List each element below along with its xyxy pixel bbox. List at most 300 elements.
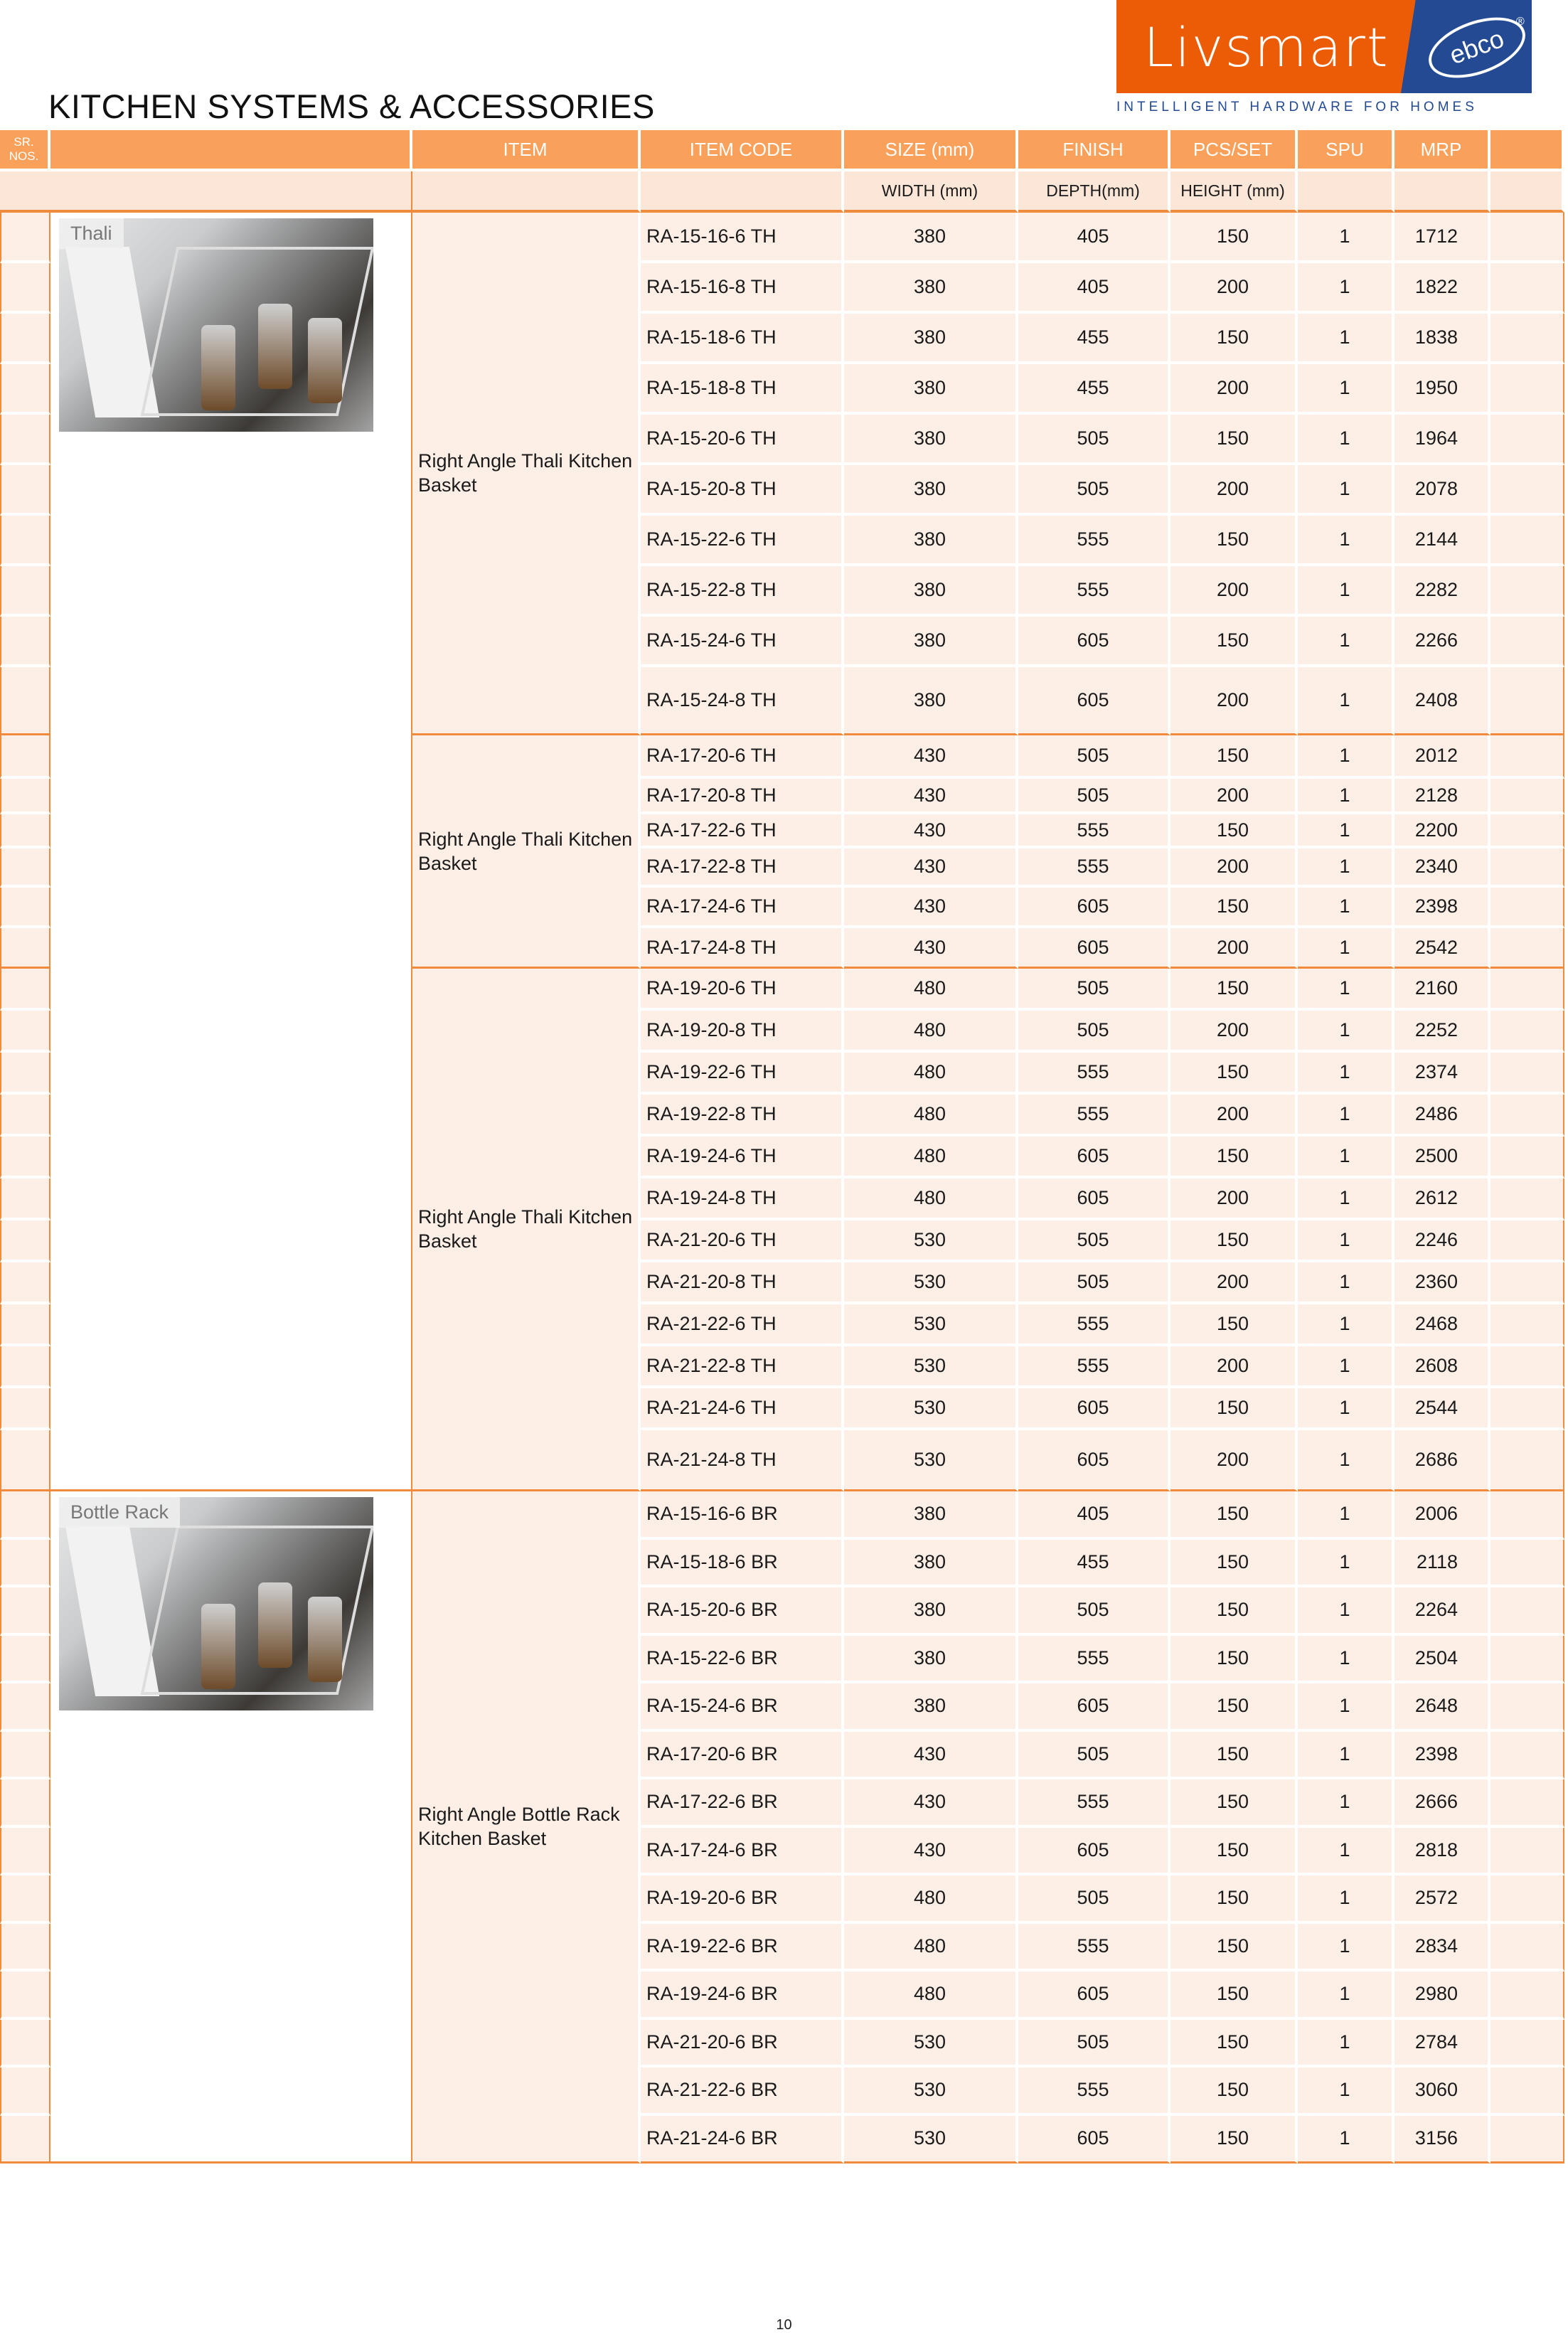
width-cell: 480 [844, 1875, 1018, 1924]
item-code-cell: RA-15-20-6 TH [641, 415, 844, 465]
width-cell: 530 [844, 2116, 1018, 2164]
depth-cell: 455 [1018, 1540, 1170, 1588]
width-cell: 380 [844, 263, 1018, 314]
height-cell: 150 [1170, 1137, 1298, 1178]
height-cell: 150 [1170, 1828, 1298, 1876]
page-number: 10 [776, 2317, 792, 2333]
item-code-cell: RA-21-24-6 TH [641, 1388, 844, 1430]
width-cell: 430 [844, 1828, 1018, 1876]
item-code-cell: RA-17-22-6 BR [641, 1779, 844, 1828]
mrp-cell: 2648 [1394, 1683, 1490, 1732]
depth-cell: 605 [1018, 1388, 1170, 1430]
width-cell: 380 [844, 314, 1018, 364]
depth-cell: 555 [1018, 1095, 1170, 1137]
blank-cell [1490, 566, 1564, 617]
mrp-cell: 2834 [1394, 1924, 1490, 1972]
height-cell: 200 [1170, 779, 1298, 814]
item-code-cell: RA-17-20-8 TH [641, 779, 844, 814]
item-code-cell: RA-15-16-6 TH [641, 213, 844, 263]
height-cell: 150 [1170, 735, 1298, 779]
mrp-cell: 2398 [1394, 888, 1490, 928]
jar [201, 325, 235, 410]
spu-cell: 1 [1298, 1587, 1394, 1636]
width-cell: 530 [844, 1346, 1018, 1388]
height-cell: 150 [1170, 415, 1298, 465]
sr-no-cell [0, 1491, 50, 1540]
spu-cell: 1 [1298, 1540, 1394, 1588]
height-cell: 200 [1170, 566, 1298, 617]
item-code-cell: RA-17-24-8 TH [641, 928, 844, 969]
depth-cell: 505 [1018, 415, 1170, 465]
blank-cell [1490, 1971, 1564, 2020]
sr-no-cell [0, 2020, 50, 2068]
spu-cell: 1 [1298, 364, 1394, 415]
item-code-cell: RA-19-20-8 TH [641, 1011, 844, 1053]
sr-no-cell [0, 2116, 50, 2164]
blank-cell [1490, 1828, 1564, 1876]
height-cell: 150 [1170, 2020, 1298, 2068]
item-code-cell: RA-19-22-8 TH [641, 1095, 844, 1137]
depth-cell: 405 [1018, 1491, 1170, 1540]
spu-cell: 1 [1298, 566, 1394, 617]
spu-cell: 1 [1298, 1011, 1394, 1053]
blank-cell [1490, 735, 1564, 779]
blank-cell [1490, 1924, 1564, 1972]
item-name-cell: Right Angle Bottle Rack Kitchen Basket [412, 1491, 641, 2164]
width-cell: 380 [844, 364, 1018, 415]
mrp-cell: 2468 [1394, 1304, 1490, 1346]
livsmart-ebco-logo [1116, 0, 1532, 93]
height-cell: 150 [1170, 1971, 1298, 2020]
width-cell: 430 [844, 848, 1018, 888]
height-cell: 150 [1170, 1683, 1298, 1732]
blank-cell [1490, 969, 1564, 1011]
mrp-cell: 2374 [1394, 1053, 1490, 1095]
spu-cell: 1 [1298, 415, 1394, 465]
depth-cell: 505 [1018, 779, 1170, 814]
subheader-blank [1298, 171, 1394, 213]
mrp-cell: 2608 [1394, 1346, 1490, 1388]
spu-cell: 1 [1298, 928, 1394, 969]
blank-cell [1490, 1875, 1564, 1924]
sr-no-cell [0, 1346, 50, 1388]
blank-cell [1490, 1587, 1564, 1636]
height-cell: 150 [1170, 1875, 1298, 1924]
item-code-cell: RA-19-22-6 TH [641, 1053, 844, 1095]
blank-cell [1490, 848, 1564, 888]
item-code-cell: RA-15-18-8 TH [641, 364, 844, 415]
width-cell: 430 [844, 888, 1018, 928]
item-code-cell: RA-19-20-6 TH [641, 969, 844, 1011]
item-name-cell: Right Angle Thali Kitchen Basket [412, 213, 641, 735]
subheader-blank [641, 171, 844, 213]
item-code-cell: RA-19-24-8 TH [641, 1178, 844, 1220]
sr-no-cell [0, 779, 50, 814]
spu-cell: 1 [1298, 1178, 1394, 1220]
depth-cell: 505 [1018, 969, 1170, 1011]
header-size: SIZE (mm) [844, 130, 1018, 171]
height-cell: 150 [1170, 814, 1298, 848]
mrp-cell: 2160 [1394, 969, 1490, 1011]
item-code-cell: RA-15-24-8 TH [641, 667, 844, 735]
spu-cell: 1 [1298, 1875, 1394, 1924]
height-cell: 150 [1170, 213, 1298, 263]
mrp-cell: 2408 [1394, 667, 1490, 735]
spu-cell: 1 [1298, 1828, 1394, 1876]
width-cell: 480 [844, 1137, 1018, 1178]
height-cell: 150 [1170, 1779, 1298, 1828]
depth-cell: 505 [1018, 465, 1170, 516]
mrp-cell: 2128 [1394, 779, 1490, 814]
depth-cell: 605 [1018, 667, 1170, 735]
depth-cell: 605 [1018, 1971, 1170, 2020]
sr-no-cell [0, 516, 50, 566]
depth-cell: 555 [1018, 1346, 1170, 1388]
blank-cell [1490, 1220, 1564, 1262]
jar [308, 318, 342, 403]
height-cell: 200 [1170, 1178, 1298, 1220]
jar [201, 1604, 235, 1689]
item-code-cell: RA-19-22-6 BR [641, 1924, 844, 1972]
blank-cell [1490, 814, 1564, 848]
item-code-cell: RA-21-22-6 TH [641, 1304, 844, 1346]
depth-cell: 455 [1018, 314, 1170, 364]
width-cell: 380 [844, 1540, 1018, 1588]
mrp-cell: 2360 [1394, 1262, 1490, 1304]
product-image-cell [50, 213, 412, 1491]
mrp-cell: 2500 [1394, 1137, 1490, 1178]
item-code-cell: RA-19-24-6 BR [641, 1971, 844, 2020]
height-cell: 200 [1170, 1262, 1298, 1304]
width-cell: 480 [844, 1095, 1018, 1137]
item-code-cell: RA-21-22-8 TH [641, 1346, 844, 1388]
height-cell: 150 [1170, 314, 1298, 364]
item-code-cell: RA-15-22-6 TH [641, 516, 844, 566]
header-item-code: ITEM CODE [641, 130, 844, 171]
height-cell: 200 [1170, 364, 1298, 415]
depth-cell: 605 [1018, 1178, 1170, 1220]
registered-icon: ® [1516, 16, 1525, 28]
header-mrp: MRP [1394, 130, 1490, 171]
width-cell: 380 [844, 1636, 1018, 1684]
width-cell: 530 [844, 1388, 1018, 1430]
mrp-cell: 2118 [1394, 1540, 1490, 1588]
blank-cell [1490, 888, 1564, 928]
sr-no-cell [0, 814, 50, 848]
sr-no-cell [0, 969, 50, 1011]
width-cell: 380 [844, 415, 1018, 465]
item-code-cell: RA-17-24-6 TH [641, 888, 844, 928]
blank-cell [1490, 263, 1564, 314]
spu-cell: 1 [1298, 1636, 1394, 1684]
mrp-cell: 2544 [1394, 1388, 1490, 1430]
mrp-cell: 2572 [1394, 1875, 1490, 1924]
header-finish: FINISH [1018, 130, 1170, 171]
mrp-cell: 1712 [1394, 213, 1490, 263]
height-cell: 200 [1170, 1430, 1298, 1491]
subheader-blank [412, 171, 641, 213]
spu-cell: 1 [1298, 314, 1394, 364]
item-code-cell: RA-17-22-6 TH [641, 814, 844, 848]
item-code-cell: RA-15-20-6 BR [641, 1587, 844, 1636]
jar [258, 304, 292, 389]
spu-cell: 1 [1298, 1779, 1394, 1828]
item-name-cell: Right Angle Thali Kitchen Basket [412, 735, 641, 969]
sr-no-cell [0, 1053, 50, 1095]
sr-no-cell [0, 1683, 50, 1732]
item-code-cell: RA-15-22-8 TH [641, 566, 844, 617]
product-image-cell [50, 1491, 412, 2164]
mrp-cell: 2784 [1394, 2020, 1490, 2068]
sr-no-cell [0, 1262, 50, 1304]
logo-ebco-mark: ebco [1421, 6, 1532, 90]
sr-no-cell [0, 415, 50, 465]
height-cell: 150 [1170, 516, 1298, 566]
sr-no-cell [0, 1220, 50, 1262]
spu-cell: 1 [1298, 779, 1394, 814]
spu-cell: 1 [1298, 2020, 1394, 2068]
jar [308, 1597, 342, 1682]
mrp-cell: 2486 [1394, 1095, 1490, 1137]
sr-no-cell [0, 1732, 50, 1780]
depth-cell: 455 [1018, 364, 1170, 415]
item-code-cell: RA-21-20-8 TH [641, 1262, 844, 1304]
width-cell: 480 [844, 1178, 1018, 1220]
blank-cell [1490, 1137, 1564, 1178]
item-code-cell: RA-17-24-6 BR [641, 1828, 844, 1876]
header-image [50, 130, 412, 171]
width-cell: 530 [844, 1304, 1018, 1346]
mrp-cell: 2686 [1394, 1430, 1490, 1491]
width-cell: 480 [844, 1971, 1018, 2020]
spu-cell: 1 [1298, 1491, 1394, 1540]
mrp-cell: 3060 [1394, 2067, 1490, 2116]
height-cell: 200 [1170, 667, 1298, 735]
sr-no-cell [0, 1636, 50, 1684]
depth-cell: 555 [1018, 1304, 1170, 1346]
item-name-cell: Right Angle Thali Kitchen Basket [412, 969, 641, 1491]
blank-cell [1490, 1683, 1564, 1732]
width-cell: 530 [844, 2020, 1018, 2068]
mrp-cell: 1964 [1394, 415, 1490, 465]
item-code-cell: RA-15-20-8 TH [641, 465, 844, 516]
mrp-cell: 2144 [1394, 516, 1490, 566]
spu-cell: 1 [1298, 465, 1394, 516]
depth-cell: 505 [1018, 1011, 1170, 1053]
height-cell: 150 [1170, 969, 1298, 1011]
sr-no-cell [0, 928, 50, 969]
spu-cell: 1 [1298, 2116, 1394, 2164]
mrp-cell: 2542 [1394, 928, 1490, 969]
spu-cell: 1 [1298, 1220, 1394, 1262]
header-pcs-set: PCS/SET [1170, 130, 1298, 171]
sr-no-cell [0, 1971, 50, 2020]
height-cell: 200 [1170, 848, 1298, 888]
depth-cell: 505 [1018, 1875, 1170, 1924]
depth-cell: 555 [1018, 848, 1170, 888]
height-cell: 200 [1170, 1346, 1298, 1388]
sr-no-cell [0, 1540, 50, 1588]
spu-cell: 1 [1298, 1095, 1394, 1137]
blank-cell [1490, 213, 1564, 263]
item-code-cell: RA-21-20-6 TH [641, 1220, 844, 1262]
price-table [0, 130, 1564, 2164]
item-code-cell: RA-17-22-8 TH [641, 848, 844, 888]
depth-cell: 605 [1018, 1828, 1170, 1876]
blank-cell [1490, 779, 1564, 814]
height-cell: 150 [1170, 1304, 1298, 1346]
logo-brand: Livsmart [1143, 16, 1390, 79]
depth-cell: 605 [1018, 1137, 1170, 1178]
mrp-cell: 2612 [1394, 1178, 1490, 1220]
width-cell: 380 [844, 516, 1018, 566]
height-cell: 150 [1170, 1053, 1298, 1095]
spu-cell: 1 [1298, 2067, 1394, 2116]
mrp-cell: 2012 [1394, 735, 1490, 779]
depth-cell: 555 [1018, 2067, 1170, 2116]
spu-cell: 1 [1298, 814, 1394, 848]
item-code-cell: RA-15-18-6 TH [641, 314, 844, 364]
thali-basket-photo [59, 218, 373, 432]
blank-cell [1490, 1540, 1564, 1588]
mrp-cell: 2200 [1394, 814, 1490, 848]
height-cell: 150 [1170, 888, 1298, 928]
sr-no-cell [0, 1304, 50, 1346]
mrp-cell: 2006 [1394, 1491, 1490, 1540]
item-code-cell: RA-21-20-6 BR [641, 2020, 844, 2068]
item-code-cell: RA-19-20-6 BR [641, 1875, 844, 1924]
subheader-height: HEIGHT (mm) [1170, 171, 1298, 213]
sr-no-cell [0, 1875, 50, 1924]
blank-cell [1490, 1491, 1564, 1540]
sr-no-cell [0, 617, 50, 667]
item-code-cell: RA-17-20-6 BR [641, 1732, 844, 1780]
height-cell: 150 [1170, 2116, 1298, 2164]
spu-cell: 1 [1298, 1346, 1394, 1388]
sr-no-cell [0, 1095, 50, 1137]
item-code-cell: RA-21-24-8 TH [641, 1430, 844, 1491]
blank-cell [1490, 1053, 1564, 1095]
depth-cell: 605 [1018, 888, 1170, 928]
mrp-cell: 2340 [1394, 848, 1490, 888]
mrp-cell: 2078 [1394, 465, 1490, 516]
width-cell: 480 [844, 969, 1018, 1011]
header-spu: SPU [1298, 130, 1394, 171]
spu-cell: 1 [1298, 1732, 1394, 1780]
sr-no-cell [0, 1828, 50, 1876]
width-cell: 380 [844, 1587, 1018, 1636]
width-cell: 380 [844, 213, 1018, 263]
depth-cell: 555 [1018, 1924, 1170, 1972]
spu-cell: 1 [1298, 969, 1394, 1011]
blank-cell [1490, 1732, 1564, 1780]
spu-cell: 1 [1298, 213, 1394, 263]
spu-cell: 1 [1298, 617, 1394, 667]
item-code-cell: RA-21-22-6 BR [641, 2067, 844, 2116]
blank-cell [1490, 314, 1564, 364]
blank-cell [1490, 1779, 1564, 1828]
depth-cell: 555 [1018, 1779, 1170, 1828]
height-cell: 150 [1170, 1220, 1298, 1262]
blank-cell [1490, 2116, 1564, 2164]
depth-cell: 405 [1018, 213, 1170, 263]
spu-cell: 1 [1298, 1388, 1394, 1430]
mrp-cell: 3156 [1394, 2116, 1490, 2164]
blank-cell [1490, 1430, 1564, 1491]
height-cell: 150 [1170, 1491, 1298, 1540]
height-cell: 200 [1170, 1011, 1298, 1053]
width-cell: 380 [844, 465, 1018, 516]
width-cell: 480 [844, 1011, 1018, 1053]
depth-cell: 555 [1018, 566, 1170, 617]
blank-cell [1490, 928, 1564, 969]
depth-cell: 505 [1018, 1732, 1170, 1780]
item-code-cell: RA-15-22-6 BR [641, 1636, 844, 1684]
sr-no-cell [0, 1924, 50, 1972]
subheader-blank [1394, 171, 1490, 213]
height-cell: 200 [1170, 263, 1298, 314]
width-cell: 430 [844, 735, 1018, 779]
sr-no-cell [0, 1430, 50, 1491]
mrp-cell: 2252 [1394, 1011, 1490, 1053]
subheader-blank [0, 171, 412, 213]
depth-cell: 605 [1018, 1683, 1170, 1732]
header-sr: SR. NOS. [0, 130, 50, 171]
height-cell: 150 [1170, 1540, 1298, 1588]
mrp-cell: 2282 [1394, 566, 1490, 617]
blank-cell [1490, 415, 1564, 465]
blank-cell [1490, 667, 1564, 735]
header-item: ITEM [412, 130, 641, 171]
blank-cell [1490, 1095, 1564, 1137]
item-code-cell: RA-15-16-6 BR [641, 1491, 844, 1540]
height-cell: 150 [1170, 1732, 1298, 1780]
item-code-cell: RA-15-24-6 BR [641, 1683, 844, 1732]
spu-cell: 1 [1298, 848, 1394, 888]
spu-cell: 1 [1298, 667, 1394, 735]
sr-no-cell [0, 1779, 50, 1828]
sr-no-cell [0, 213, 50, 263]
depth-cell: 555 [1018, 814, 1170, 848]
mrp-cell: 2246 [1394, 1220, 1490, 1262]
mrp-cell: 2398 [1394, 1732, 1490, 1780]
page-title: KITCHEN SYSTEMS & ACCESSORIES [48, 87, 655, 125]
blank-cell [1490, 1346, 1564, 1388]
sr-no-cell [0, 848, 50, 888]
depth-cell: 555 [1018, 1053, 1170, 1095]
item-code-cell: RA-15-16-8 TH [641, 263, 844, 314]
depth-cell: 405 [1018, 263, 1170, 314]
blank-cell [1490, 465, 1564, 516]
spu-cell: 1 [1298, 1971, 1394, 2020]
blank-cell [1490, 1304, 1564, 1346]
table-row [0, 213, 1564, 263]
width-cell: 380 [844, 1683, 1018, 1732]
depth-cell: 605 [1018, 617, 1170, 667]
subheader-depth: DEPTH(mm) [1018, 171, 1170, 213]
depth-cell: 505 [1018, 1220, 1170, 1262]
height-cell: 200 [1170, 928, 1298, 969]
depth-cell: 505 [1018, 1587, 1170, 1636]
mrp-cell: 2266 [1394, 617, 1490, 667]
height-cell: 150 [1170, 1388, 1298, 1430]
blank-cell [1490, 516, 1564, 566]
width-cell: 480 [844, 1053, 1018, 1095]
spu-cell: 1 [1298, 263, 1394, 314]
width-cell: 480 [844, 1924, 1018, 1972]
depth-cell: 605 [1018, 1430, 1170, 1491]
subheader-blank [1490, 171, 1564, 213]
